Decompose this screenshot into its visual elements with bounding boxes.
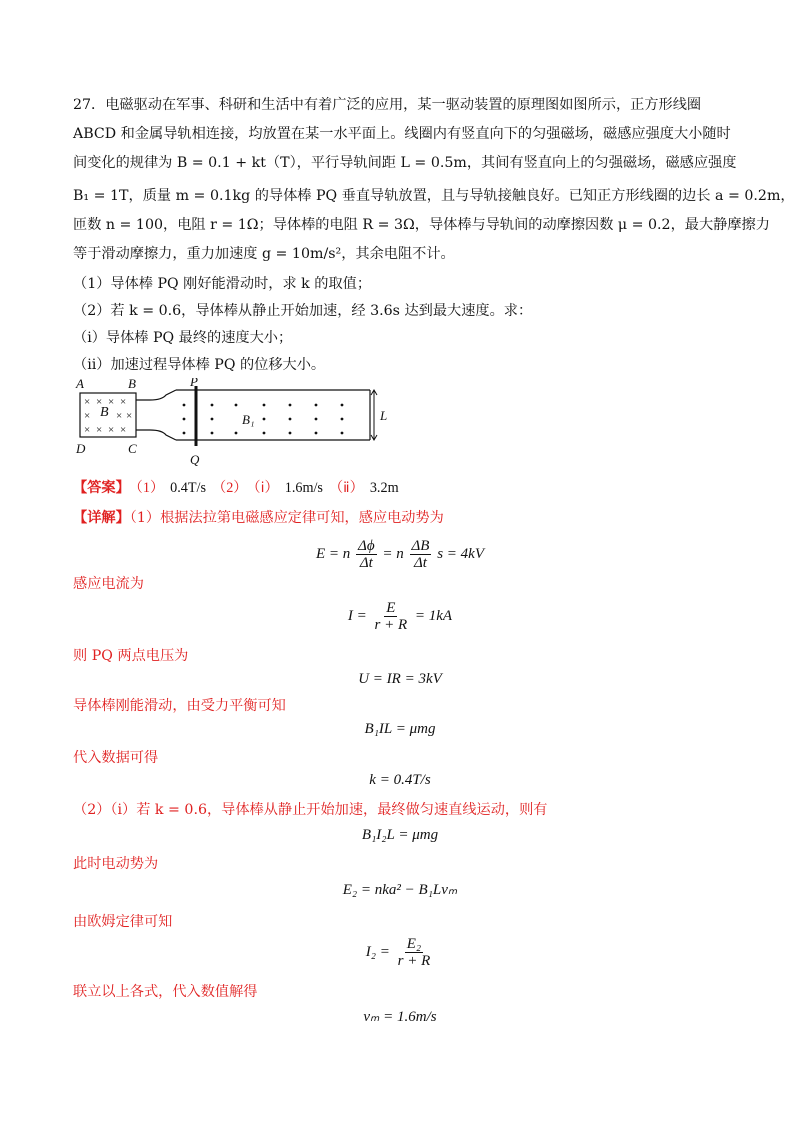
label-a: A <box>76 378 84 391</box>
cross-mark: × <box>108 396 115 408</box>
equation-emf: E = n $\frac{\Delta\phi}{\Delta t}$ = n $\frac{\Delta B}{\Delta t}$ s = 4kV <box>316 538 484 571</box>
cross-mark: × <box>96 424 103 436</box>
label-b: B <box>128 378 136 391</box>
problem-line-3: 间变化的规律为 B = 0.1 + kt（T），平行导轨间距 L = 0.5m，其间有竖直向上的匀强磁场，磁感应强度 <box>73 155 737 171</box>
cross-mark: × <box>120 424 127 436</box>
coil-connector <box>136 390 176 440</box>
cross-mark: × <box>84 424 91 436</box>
equation-emf-2: E₂ = nka² − B₁Lvₘ <box>342 882 458 898</box>
problem-line-4: B₁ = 1T，质量 m = 0.1kg 的导体棒 PQ 垂直导轨放置，且与导轨接触良好。已知正方形线圈的边长 a = 0.2m， <box>73 188 795 204</box>
question-2i: （ⅰ）导体棒 PQ 最终的速度大小； <box>73 330 293 346</box>
equation-current: I = $\frac{E}{r + R}$ = 1kA <box>347 600 453 633</box>
text-ohm: 由欧姆定律可知 <box>73 914 173 930</box>
label-q: Q <box>190 452 200 467</box>
answer-value-2: 1.6m/s <box>284 480 323 496</box>
text-solve: 联立以上各式，代入数值解得 <box>73 984 258 1000</box>
circuit-diagram <box>70 378 400 474</box>
equation-k: k = 0.4T/s <box>369 772 431 788</box>
problem-line-1: 27．电磁驱动在军事、科研和生活中有着广泛的应用，某一驱动装置的原理图如图所示，正方形线圈 <box>73 97 702 113</box>
problem-line-2: ABCD 和金属导轨相连接，均放置在某一水平面上。线圈内有竖直向下的匀强磁场，磁感应强度大小随时 <box>73 126 731 142</box>
text-emf-2: 此时电动势为 <box>73 856 159 872</box>
text-voltage: 则 PQ 两点电压为 <box>73 648 189 664</box>
question-2ii: （ⅱ）加速过程导体棒 PQ 的位移大小。 <box>73 357 326 373</box>
detail-tag: 【详解】 <box>73 510 130 526</box>
label-field-coil: B <box>100 405 109 420</box>
equation-balance-2: B₁I₂L = μmg <box>361 827 439 843</box>
equation-current-2: I₂ = $\frac{\text{E₂}}{r + R}$ <box>365 936 431 969</box>
text-part2: （2）（ⅰ）若 k = 0.6，导体棒从静止开始加速，最终做匀速直线运动，则有 <box>73 802 548 818</box>
answer-value-1: 0.4T/s <box>170 480 207 496</box>
problem-line-6: 等于滑动摩擦力，重力加速度 g = 10m/s²，其余电阻不计。 <box>73 246 455 262</box>
answer-part2ii: （ⅱ） <box>328 480 364 496</box>
answer-value-3: 3.2m <box>369 480 399 496</box>
text-current: 感应电流为 <box>73 576 144 592</box>
label-l: L <box>380 408 388 423</box>
answer-tag: 【答案】 <box>73 480 130 496</box>
equation-balance: B₁IL = μmg <box>364 721 436 737</box>
label-c: C <box>128 441 137 456</box>
answer-part1: （1） <box>135 480 165 496</box>
cross-mark: × <box>120 396 127 408</box>
cross-mark: × <box>84 410 91 422</box>
answer-part2i: （ⅰ） <box>253 480 279 496</box>
cross-mark: × <box>126 410 133 422</box>
text-balance: 导体棒刚能滑动，由受力平衡可知 <box>73 698 286 714</box>
label-d: D <box>76 441 86 456</box>
label-field-rail: B₁ <box>242 412 255 427</box>
equation-voltage: U = IR = 3kV <box>358 671 442 687</box>
detail-intro-line <box>73 508 444 528</box>
answer-line <box>73 478 405 498</box>
cross-mark: × <box>116 410 123 422</box>
equation-vm: vₘ = 1.6m/s <box>363 1009 437 1025</box>
cross-mark: × <box>96 396 103 408</box>
rail-field-dots <box>183 404 344 435</box>
problem-line-5: 匝数 n = 100，电阻 r = 1Ω；导体棒的电阻 R = 3Ω，导体棒与导轨间的动摩擦因数 μ = 0.2，最大静摩擦力 <box>73 217 770 233</box>
text-substitute: 代入数据可得 <box>73 750 159 766</box>
answer-part2: （2） <box>212 480 248 496</box>
cross-mark: × <box>84 396 91 408</box>
question-2: （2）若 k = 0.6，导体棒从静止开始加速，经 3.6s 达到最大速度。求： <box>73 303 533 319</box>
cross-mark: × <box>108 424 115 436</box>
question-1: （1）导体棒 PQ 刚好能滑动时，求 k 的取值； <box>73 276 372 292</box>
label-p: P <box>190 378 198 389</box>
detail-intro: （1）根据法拉第电磁感应定律可知，感应电动势为 <box>129 510 444 526</box>
